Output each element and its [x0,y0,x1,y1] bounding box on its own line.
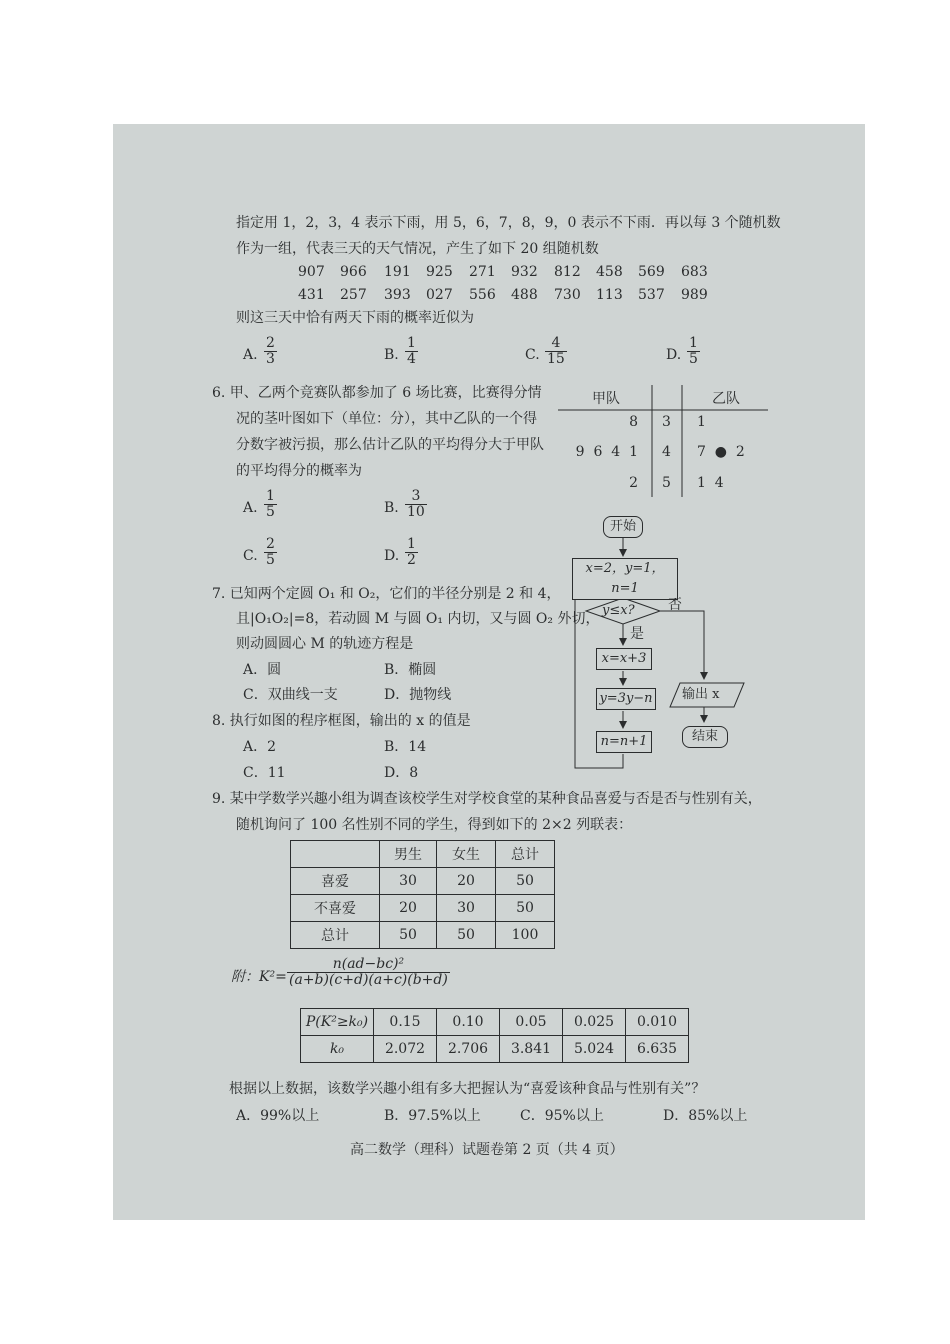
q8-option-c: C．11 [243,765,286,781]
kt-k-value: 2.706 [437,1036,500,1063]
q5-question: 则这三天中恰有两天下雨的概率近似为 [236,310,474,326]
ct-row-label: 总计 [291,922,380,949]
q9-option-a: A．99%以上 [236,1108,320,1124]
stem-row3-right: 1 4 [697,475,724,491]
kt-k-label: k₀ [301,1036,374,1063]
ct-header-female: 女生 [437,841,496,868]
ct-cell: 50 [496,868,555,895]
ct-row-label: 喜爱 [291,868,380,895]
q8-option-b: B．14 [384,739,427,755]
kt-p-value: 0.025 [563,1009,626,1036]
formula-numerator: n(ad−bc)² [332,956,405,972]
random-number: 458 [596,264,623,280]
q9-line2: 随机询问了 100 名性别不同的学生，得到如下的 2×2 列联表： [236,817,633,833]
stem-row2-stem: 4 [662,444,671,460]
q7-line3: 则动圆圆心 M 的轨迹方程是 [236,636,414,652]
q5-line2: 作为一组，代表三天的天气情况，产生了如下 20 组随机数 [236,241,599,257]
kt-p-value: 0.010 [626,1009,689,1036]
q9-option-b: B．97.5%以上 [384,1108,481,1124]
formula-prefix: 附：K²= [231,969,287,985]
flow-yes-label: 是 [630,626,644,642]
formula-denominator: (a+b)(c+d)(a+c)(b+d) [289,972,448,988]
q7-line2: 且|O₁O₂|=8，若动圆 M 与圆 O₁ 内切，又与圆 O₂ 外切， [236,611,600,627]
kt-p-label: P(K²≥k₀) [301,1009,374,1036]
ct-row-label: 不喜爱 [291,895,380,922]
q7-option-d: D．抛物线 [384,687,452,703]
ct-cell: 30 [380,868,437,895]
kt-p-value: 0.10 [437,1009,500,1036]
ct-header-total: 总计 [496,841,555,868]
flow-output: 输出 x [682,687,720,702]
random-number: 431 [298,287,325,303]
q8-option-a: A．2 [243,739,277,755]
random-number: 027 [426,287,453,303]
q7-option-a: A．圆 [243,662,282,678]
flow-end: 结束 [682,726,728,748]
random-number: 683 [681,264,708,280]
ct-cell: 100 [496,922,555,949]
q7-option-c: C．双曲线一支 [243,687,338,703]
critical-value-table [300,1008,689,1063]
q6-line1: 6. 甲、乙两个竞赛队都参加了 6 场比赛，比赛得分情 [212,385,542,401]
random-number: 925 [426,264,453,280]
kt-k-value: 6.635 [626,1036,689,1063]
random-number: 907 [298,264,325,280]
team-a-header: 甲队 [592,391,620,407]
random-number: 271 [469,264,496,280]
kt-k-value: 3.841 [500,1036,563,1063]
q9-option-c: C．95%以上 [520,1108,604,1124]
flow-condition: y≤x? [602,603,635,618]
q6-line2: 况的茎叶图如下（单位：分），其中乙队的一个得 [236,411,537,427]
stem-row3-stem: 5 [662,475,671,491]
q8-option-d: D．8 [384,765,419,781]
ct-cell: 50 [380,922,437,949]
contingency-table [290,840,555,949]
stem-row2-right: 7 ● 2 [697,444,745,460]
flow-start: 开始 [603,516,643,538]
kt-p-value: 0.05 [500,1009,563,1036]
kt-k-value: 2.072 [374,1036,437,1063]
ct-header-male: 男生 [380,841,437,868]
q7-line1: 7. 已知两个定圆 O₁ 和 O₂，它们的半径分别是 2 和 4， [212,586,561,602]
q9-line1: 9. 某中学数学兴趣小组为调查该校学生对学校食堂的某种食品喜爱与否是否与性别有关， [212,791,762,807]
stem-row1-left: 8 [629,414,638,430]
ct-cell: 50 [496,895,555,922]
q5-line1: 指定用 1，2，3，4 表示下雨，用 5，6，7，8，9，0 表示不下雨．再以每 3 个随机数 [236,215,781,231]
random-number: 966 [340,264,367,280]
ct-cell: 30 [437,895,496,922]
random-number: 989 [681,287,708,303]
random-number: 932 [511,264,538,280]
random-number: 569 [638,264,665,280]
stem-row2-left: 9 6 4 1 [575,444,638,460]
ct-cell: 50 [437,922,496,949]
ct-cell: 20 [380,895,437,922]
random-number: 730 [554,287,581,303]
random-number: 257 [340,287,367,303]
flow-no-label: 否 [668,597,682,613]
kt-k-value: 5.024 [563,1036,626,1063]
flow-step-n: n=n+1 [596,731,652,753]
stem-row1-stem: 3 [662,414,671,430]
q6-line4: 的平均得分的概率为 [236,463,362,479]
ct-cell: 20 [437,868,496,895]
kt-p-value: 0.15 [374,1009,437,1036]
q9-question: 根据以上数据，该数学兴趣小组有多大把握认为“喜爱该种食品与性别有关”？ [229,1081,706,1097]
random-number: 191 [384,264,411,280]
random-number: 556 [469,287,496,303]
flow-step-y: y=3y−n [596,688,656,710]
random-number: 393 [384,287,411,303]
q6-line3: 分数字被污损，那么估计乙队的平均得分大于甲队 [236,437,544,453]
flow-step-x: x=x+3 [596,648,652,670]
q8-line1: 8. 执行如图的程序框图，输出的 x 的值是 [212,713,471,729]
team-b-header: 乙队 [712,391,740,407]
page-footer: 高二数学（理科）试题卷第 2 页（共 4 页） [350,1142,624,1158]
random-number: 537 [638,287,665,303]
q7-option-b: B．椭圆 [384,662,437,678]
ct-header-empty [291,841,380,868]
stem-row1-right: 1 [697,414,706,430]
flow-init: x=2，y=1，n=1 [572,558,678,600]
random-number: 488 [511,287,538,303]
random-number: 113 [596,287,623,303]
stem-row3-left: 2 [629,475,638,491]
random-number: 812 [554,264,581,280]
q9-option-d: D．85%以上 [663,1108,748,1124]
